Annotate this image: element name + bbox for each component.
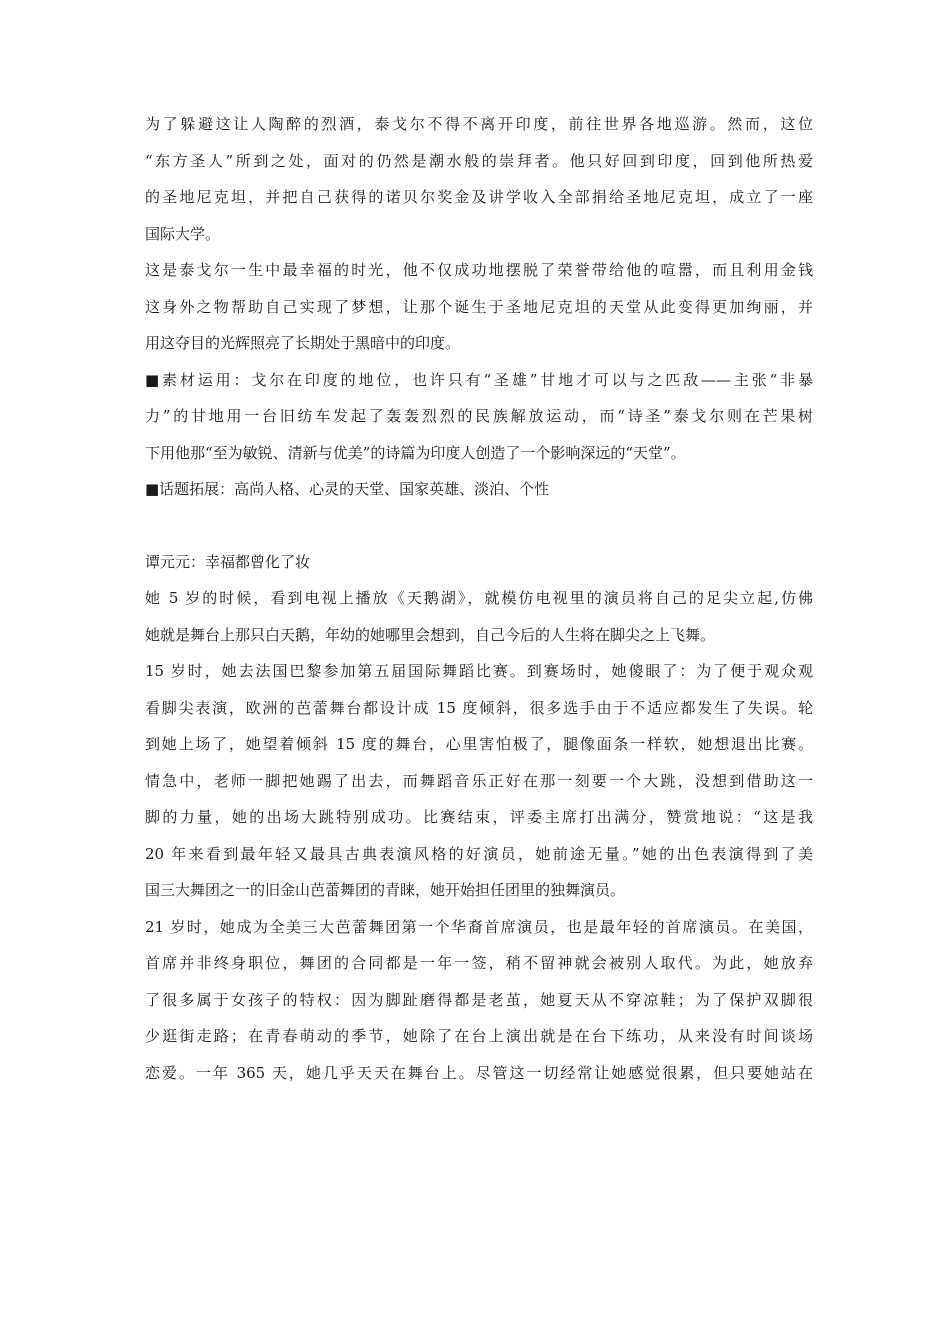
- section-spacer: [145, 508, 813, 544]
- paragraph-childhood: [145, 580, 813, 653]
- text-line: 她就是舞台上那只白天鹅，年幼的她哪里会想到，自己今后的人生将在脚尖之上飞舞。: [145, 625, 716, 644]
- paragraph-tagore-happiness: [145, 252, 813, 362]
- text-line: 力”的甘地用一台旧纺车发起了轰轰烈烈的民族解放运动，而“诗圣”泰戈尔则在芒果树: [145, 407, 813, 425]
- text-line: 用这夺目的光辉照亮了长期处于黑暗中的印度。: [145, 334, 461, 352]
- document-page: [145, 106, 813, 1091]
- text-line: “东方圣人”所到之处，面对的仍然是潮水般的崇拜者。他只好回到印度，回到他所热爱: [145, 151, 813, 170]
- text-line: ■素材运用：戈尔在印度的地位，也许只有“圣雄”甘地才可以与之匹敌——主张“非暴: [145, 370, 813, 389]
- text-line: 了很多属于女孩子的特权：因为脚趾磨得都是老茧，她夏天从不穿凉鞋；为了保护双脚很: [145, 990, 813, 1009]
- text-line: ■话题拓展：高尚人格、心灵的天堂、国家英雄、淡泊、个性: [145, 480, 550, 498]
- text-line: 这身外之物帮助自己实现了梦想，让那个诞生于圣地尼克坦的天堂从此变得更加绚丽，并: [145, 297, 813, 316]
- text-line: 恋爱。一年 365 天，她几乎天天在舞台上。尽管这一切经常让她感觉很累，但只要她站在: [145, 1063, 813, 1082]
- text-line: 脚的力量，她的出场大跳特别成功。比赛结束，评委主席打出满分，赞赏地说：“这是我: [145, 808, 813, 826]
- text-line: 情急中，老师一脚把她踢了出去，而舞蹈音乐正好在那一刻要一个大跳，没想到借助这一: [145, 771, 813, 790]
- text-line: 20 年来看到最年轻又最具古典表演风格的好演员，她前途无量。”她的出色表演得到了美: [145, 844, 813, 863]
- text-line: 21 岁时，她成为全美三大芭蕾舞团第一个华裔首席演员，也是最年轻的首席演员。在美国，: [145, 917, 813, 936]
- text-line: 为了躲避这让人陶醉的烈酒，泰戈尔不得不离开印度，前往世界各地巡游。然而，这位: [145, 115, 813, 133]
- paragraph-competition: [145, 653, 813, 909]
- text-line: 下用他那“至为敏锐、清新与优美”的诗篇为印度人创造了一个影响深远的“天堂”。: [145, 443, 686, 462]
- section-title: [145, 544, 813, 581]
- paragraph-topic-extension: [145, 471, 813, 508]
- text-line: 这是泰戈尔一生中最幸福的时光，他不仅成功地摆脱了荣誉带给他的喧嚣，而且利用金钱: [145, 261, 813, 279]
- text-line: 首席并非终身职位，舞团的合同都是一年一签，稍不留神就会被别人取代。为此，她放弃: [145, 954, 813, 972]
- text-line: 看脚尖表演，欧洲的芭蕾舞台都设计成 15 度倾斜，很多选手由于不适应都发生了失误。轮: [145, 698, 813, 717]
- paragraph-tagore-travel: [145, 106, 813, 252]
- paragraph-material-usage: [145, 362, 813, 472]
- text-line: 国三大舞团之一的旧金山芭蕾舞团的青睐，她开始担任团里的独舞演员。: [145, 881, 626, 899]
- text-line: 少逛街走路；在青春萌动的季节，她除了在台上演出就是在台下练功，从来没有时间谈场: [145, 1027, 813, 1045]
- text-line: 她 5 岁的时候，看到电视上播放《天鹅湖》，就模仿电视里的演员将自己的足尖立起,仿佛: [145, 589, 813, 607]
- text-line: 的圣地尼克坦，并把自己获得的诺贝尔奖金及讲学收入全部捐给圣地尼克坦，成立了一座: [145, 188, 813, 206]
- text-line: 国际大学。: [145, 224, 221, 243]
- section-title-text: 谭元元：幸福都曾化了妆: [145, 552, 311, 571]
- text-line: 到她上场了，她望着倾斜 15 度的舞台，心里害怕极了，腿像面条一样软，她想退出比赛。: [145, 735, 813, 753]
- paragraph-principal-dancer: [145, 909, 813, 1092]
- text-line: 15 岁时，她去法国巴黎参加第五届国际舞蹈比赛。到赛场时，她傻眼了：为了便于观众观: [145, 662, 813, 680]
